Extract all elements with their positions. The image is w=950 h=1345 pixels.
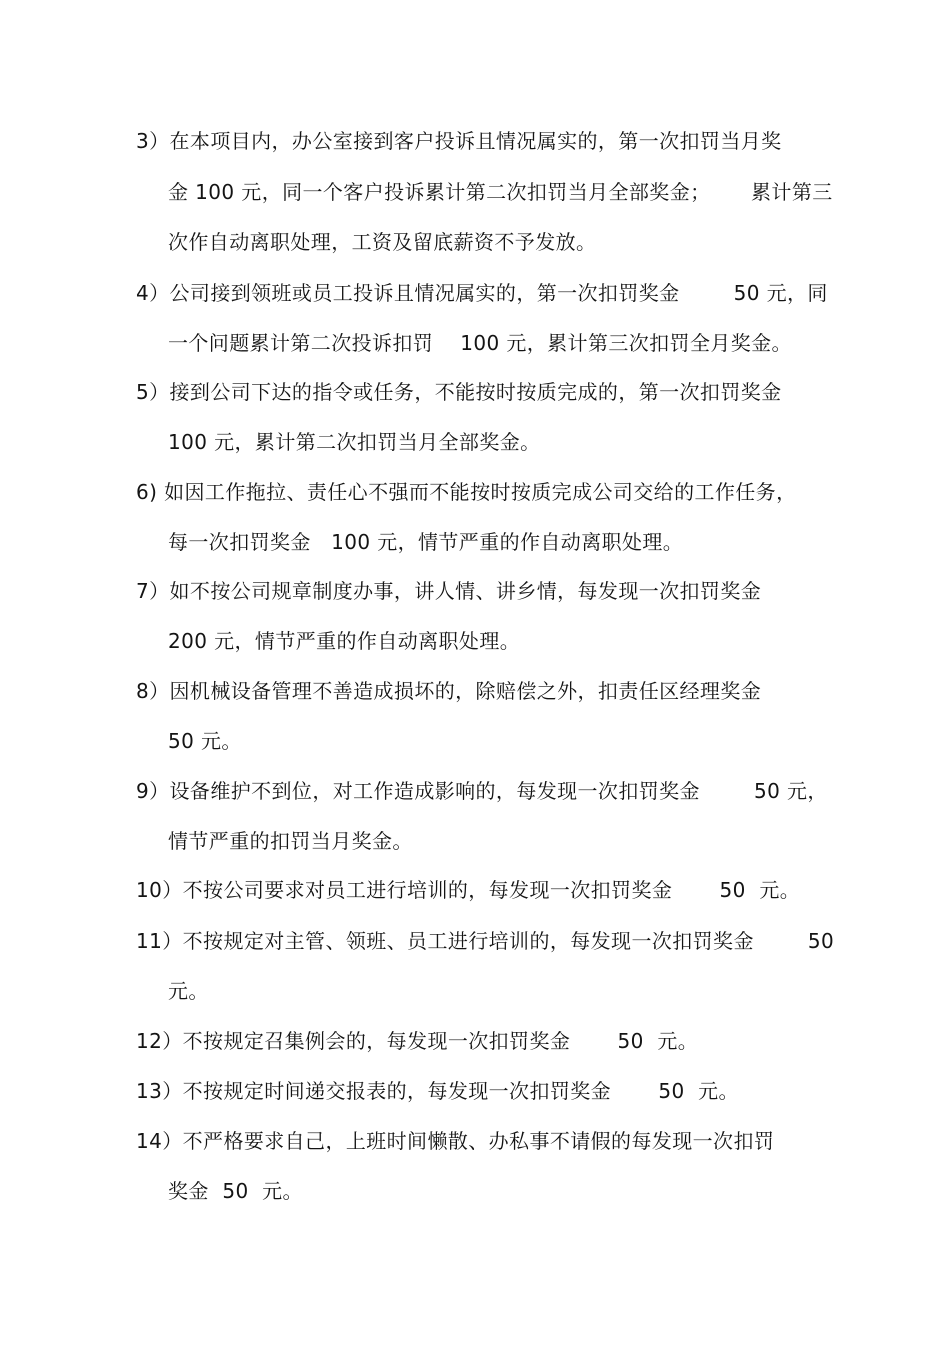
rule-item-9-line-1: 9）设备维护不到位，对工作造成影响的，每发现一次扣罚奖金 50 元， [136, 779, 828, 803]
rule-item-5-line-1: 5）接到公司下达的指令或任务，不能按时按质完成的，第一次扣罚奖金 [136, 380, 782, 404]
rule-item-4-line-2: 一个问题累计第二次投诉扣罚 100 元，累计第三次扣罚全月奖金。 [168, 331, 792, 355]
rule-item-10-line-1: 10）不按公司要求对员工进行培训的，每发现一次扣罚奖金 50 元。 [136, 878, 801, 902]
rule-item-11-line-1: 11）不按规定对主管、领班、员工进行培训的，每发现一次扣罚奖金 50 [136, 929, 835, 953]
rule-item-7-line-2: 200 元，情节严重的作自动离职处理。 [168, 629, 521, 653]
rule-item-7-line-1: 7）如不按公司规章制度办事，讲人情、讲乡情，每发现一次扣罚奖金 [136, 579, 762, 603]
rule-item-12-line-1: 12）不按规定召集例会的，每发现一次扣罚奖金 50 元。 [136, 1029, 699, 1053]
rule-item-6-line-1: 6) 如因工作拖拉、责任心不强而不能按时按质完成公司交给的工作任务， [136, 480, 797, 504]
rule-item-8-line-2: 50 元。 [168, 729, 242, 753]
rule-item-6-line-2: 每一次扣罚奖金 100 元，情节严重的作自动离职处理。 [168, 530, 684, 554]
rule-item-4-line-1: 4）公司接到领班或员工投诉且情况属实的，第一次扣罚奖金 50 元，同 [136, 281, 828, 305]
rule-item-3-line-2: 金 100 元，同一个客户投诉累计第二次扣罚当月全部奖金； 累计第三 [168, 180, 833, 204]
rule-item-3-line-3: 次作自动离职处理，工资及留底薪资不予发放。 [168, 230, 597, 254]
rule-item-5-line-2: 100 元，累计第二次扣罚当月全部奖金。 [168, 430, 541, 454]
rule-item-8-line-1: 8）因机械设备管理不善造成损坏的，除赔偿之外，扣责任区经理奖金 [136, 679, 762, 703]
rule-item-14-line-2: 奖金 50 元。 [168, 1179, 303, 1203]
rule-item-9-line-2: 情节严重的扣罚当月奖金。 [168, 829, 413, 853]
rule-item-3-line-1: 3）在本项目内，办公室接到客户投诉且情况属实的，第一次扣罚当月奖 [136, 129, 782, 153]
rule-item-14-line-1: 14）不严格要求自己，上班时间懒散、办私事不请假的每发现一次扣罚 [136, 1129, 775, 1153]
rule-item-11-line-2: 元。 [168, 979, 209, 1003]
rule-item-13-line-1: 13）不按规定时间递交报表的，每发现一次扣罚奖金 50 元。 [136, 1079, 739, 1103]
